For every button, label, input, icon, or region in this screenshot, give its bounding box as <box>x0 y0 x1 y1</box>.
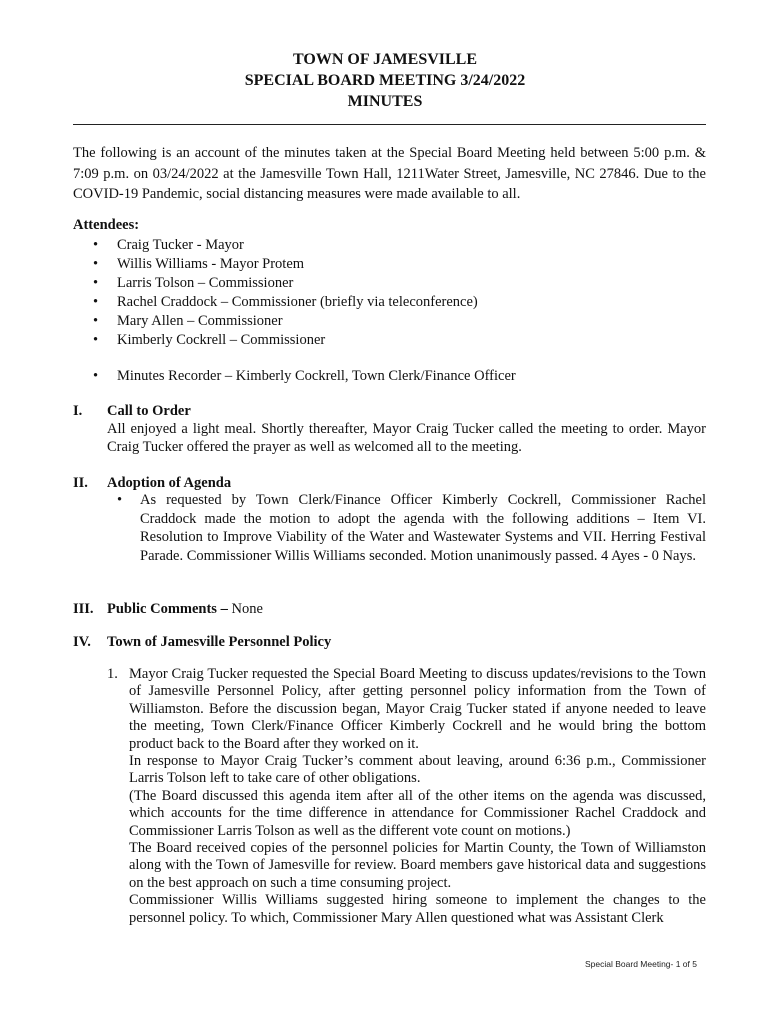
section-personnel-policy <box>73 633 706 651</box>
attendee-item: • Mary Allen – Commissioner <box>73 312 713 331</box>
section-number: I. <box>73 403 83 419</box>
policy-paragraph: (The Board discussed this agenda item after all of the other items on the agenda was discussed, which accounts for the time difference in attendance for Commissioner Rachel Craddock and Commissioner Larris Tolson as well as the different vote count on motions.) <box>129 787 706 839</box>
agenda-motion-item <box>107 491 706 565</box>
attendees-heading: Attendees: <box>73 217 140 233</box>
title-meeting: SPECIAL BOARD MEETING 3/24/2022 <box>244 72 526 89</box>
bullet-icon: • <box>117 492 123 508</box>
agenda-motion-text: As requested by Town Clerk/Finance Officer Kimberly Cockrell, Commissioner Rachel Craddock made the motion to adopt the agenda with the following additions – Item VI. Resolution to Improve Viability of the Water and Wastewater Systems and VII. Herring Festival Parade. Commissioner Willis Williams seconded. Motion unanimously passed. 4 Ayes - 0 Nays. <box>140 492 706 564</box>
item-paragraphs <box>129 666 706 927</box>
recorder-list <box>73 367 516 386</box>
section-heading <box>107 600 706 618</box>
attendee-item: • Kimberly Cockrell – Commissioner <box>73 331 713 350</box>
section-number: III. <box>73 601 94 617</box>
personnel-policy-item <box>107 666 706 927</box>
page-footer: Special Board Meeting- 1 of 5 <box>585 959 697 969</box>
intro-paragraph: The following is an account of the minutes taken at the Special Board Meeting held between 5:00 p.m. & 7:09 p.m. on 03/24/2022 at the Jamesville Town Hall, 1211Water Street, Jamesville, NC 27846. Due to the COVID-19 Pandemic, social distancing measures were made available to all. <box>73 145 706 202</box>
section-heading: Adoption of Agenda <box>107 475 232 491</box>
attendee-item: • Craig Tucker - Mayor <box>73 236 713 255</box>
attendee-item: • Rachel Craddock – Commissioner (briefly via teleconference) <box>73 293 713 312</box>
item-number: 1. <box>107 666 118 682</box>
minutes-recorder: • Minutes Recorder – Kimberly Cockrell, Town Clerk/Finance Officer <box>73 367 516 386</box>
section-call-to-order <box>73 402 706 456</box>
section-body: All enjoyed a light meal. Shortly thereafter, Mayor Craig Tucker called the meeting to order. Mayor Craig Tucker offered the prayer as well as welcomed all to the meeting. <box>107 421 706 455</box>
section-heading: Call to Order <box>107 403 191 419</box>
section-adoption-of-agenda <box>73 474 706 492</box>
section-number: II. <box>73 475 88 491</box>
section-heading: Town of Jamesville Personnel Policy <box>107 634 332 650</box>
attendees-list <box>73 236 713 350</box>
document-title <box>0 49 770 112</box>
policy-paragraph: In response to Mayor Craig Tucker’s comment about leaving, around 6:36 p.m., Commissioner Larris Tolson left to take care of other obligations. <box>129 753 706 787</box>
public-comments-value: None <box>231 601 263 617</box>
policy-paragraph: Mayor Craig Tucker requested the Special Board Meeting to discuss updates/revisions to the Town of Jamesville Personnel Policy, after getting personnel policy information from the Town of Williamston. Before the discussion began, Mayor Craig Tucker stated if anyone needed to leave the meeting, Town Clerk/Finance Officer Kimberly Cockrell and he would bring the bottom product back to the Board after they worked on it. <box>129 666 706 752</box>
attendee-item: • Larris Tolson – Commissioner <box>73 274 713 293</box>
title-divider <box>73 124 706 125</box>
policy-paragraph: The Board received copies of the personnel policies for Martin County, the Town of Williamston along with the Town of Jamesville for review. Board members gave historical data and suggestions on the best approach on such a time consuming project. <box>129 840 706 891</box>
title-minutes: MINUTES <box>347 93 423 110</box>
section-heading-label: Public Comments – <box>107 601 232 617</box>
policy-paragraph: Commissioner Willis Williams suggested hiring someone to implement the changes to the personnel policy. To which, Commissioner Mary Allen questioned what was Assistant Clerk <box>129 892 706 926</box>
attendee-item: • Willis Williams - Mayor Protem <box>73 255 713 274</box>
section-public-comments <box>73 600 706 618</box>
section-number: IV. <box>73 634 91 650</box>
title-town: TOWN OF JAMESVILLE <box>292 51 478 68</box>
